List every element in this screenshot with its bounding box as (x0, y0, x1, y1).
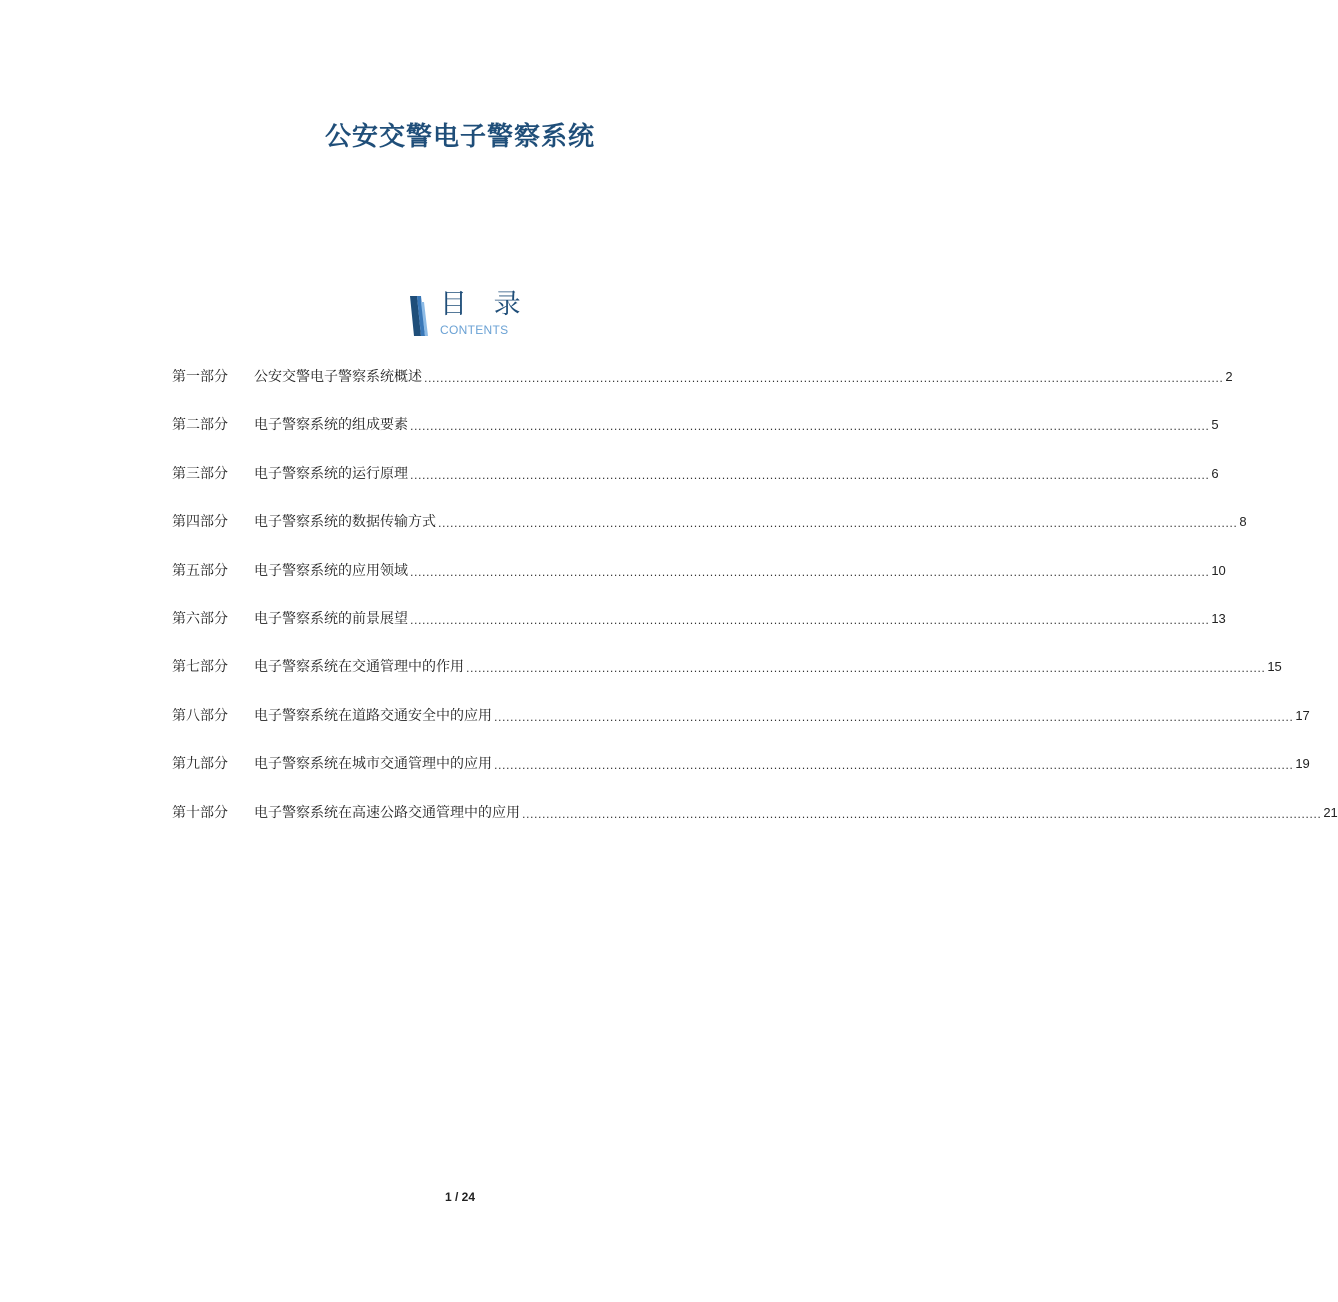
toc-leader-dots: ........................................................................................................................................................................................................ (438, 517, 1238, 531)
toc-entry[interactable] (172, 413, 1219, 437)
toc-entry[interactable] (172, 752, 1310, 776)
toc-leader-dots: ........................................................................................................................................................................................................ (410, 420, 1210, 434)
toc-entry-title: 电子警察系统在城市交通管理中的应用 (254, 756, 492, 773)
toc-entry-title: 电子警察系统在交通管理中的作用 (254, 659, 464, 676)
page-indicator: 1 / 24 (444, 1190, 476, 1204)
toc-entry[interactable] (172, 801, 1338, 825)
toc-entry-title: 电子警察系统的前景展望 (254, 610, 408, 627)
toc-entry-page: 21 (1323, 804, 1338, 820)
toc-entry-page: 13 (1211, 610, 1226, 626)
toc-entry-title: 电子警察系统的组成要素 (254, 417, 408, 434)
toc-entry-page: 5 (1211, 417, 1219, 433)
toc-entry[interactable] (172, 655, 1282, 679)
toc-entry-page: 19 (1295, 756, 1310, 772)
toc-leader-dots: ........................................................................................................................................................................................................ (494, 710, 1294, 724)
toc-entry-part: 第八部分 (172, 707, 228, 724)
toc-leader-dots: ........................................................................................................................................................................................................ (410, 613, 1210, 627)
toc-leader-dots: ........................................................................................................................................................................................................ (494, 759, 1294, 773)
toc-entry-title: 公安交警电子警察系统概述 (254, 369, 422, 385)
toc-entry-part: 第十部分 (172, 804, 228, 821)
toc-entry-part: 第七部分 (172, 659, 228, 676)
toc-leader-dots: ........................................................................................................................................................................................................ (424, 372, 1224, 385)
toc-entry-title: 电子警察系统在高速公路交通管理中的应用 (254, 804, 520, 821)
toc-leader-dots: ........................................................................................................................................................................................................ (522, 807, 1322, 821)
toc-heading: 目 录 (440, 289, 530, 320)
toc-entry-page: 15 (1267, 659, 1282, 675)
document-title: 公安交警电子警察系统 (324, 122, 595, 152)
toc-leader-dots: ........................................................................................................................................................................................................ (466, 662, 1266, 676)
toc-entry-part: 第一部分 (172, 369, 228, 385)
toc-entry-page: 6 (1211, 465, 1219, 481)
toc-entry-part: 第四部分 (172, 514, 228, 531)
toc-entry-part: 第六部分 (172, 610, 228, 627)
toc-entry-title: 电子警察系统的应用领域 (254, 562, 408, 579)
toc-entry-page: 10 (1211, 562, 1226, 578)
toc-entry[interactable] (172, 462, 1219, 486)
toc-entry-page: 2 (1225, 369, 1233, 384)
toc-entry[interactable] (172, 510, 1247, 534)
toc-entry-part: 第二部分 (172, 417, 228, 434)
toc-entry-part: 第五部分 (172, 562, 228, 579)
toc-entry[interactable] (172, 559, 1226, 583)
toc-entry[interactable] (172, 704, 1310, 728)
toc-leader-dots: ........................................................................................................................................................................................................ (410, 565, 1210, 579)
toc-list (172, 365, 1338, 849)
toc-entry[interactable] (172, 365, 1233, 389)
toc-entry[interactable] (172, 607, 1226, 631)
toc-leader-dots: ........................................................................................................................................................................................................ (410, 468, 1210, 482)
toc-entry-part: 第九部分 (172, 756, 228, 773)
toc-entry-title: 电子警察系统的运行原理 (254, 465, 408, 482)
toc-entry-title: 电子警察系统的数据传输方式 (254, 514, 436, 531)
toc-entry-title: 电子警察系统在道路交通安全中的应用 (254, 707, 492, 724)
toc-logo-icon (408, 296, 432, 336)
toc-subheading: CONTENTS (440, 323, 509, 337)
toc-header (408, 289, 538, 340)
toc-entry-page: 8 (1239, 514, 1247, 530)
toc-entry-page: 17 (1295, 707, 1310, 723)
toc-entry-part: 第三部分 (172, 465, 228, 482)
